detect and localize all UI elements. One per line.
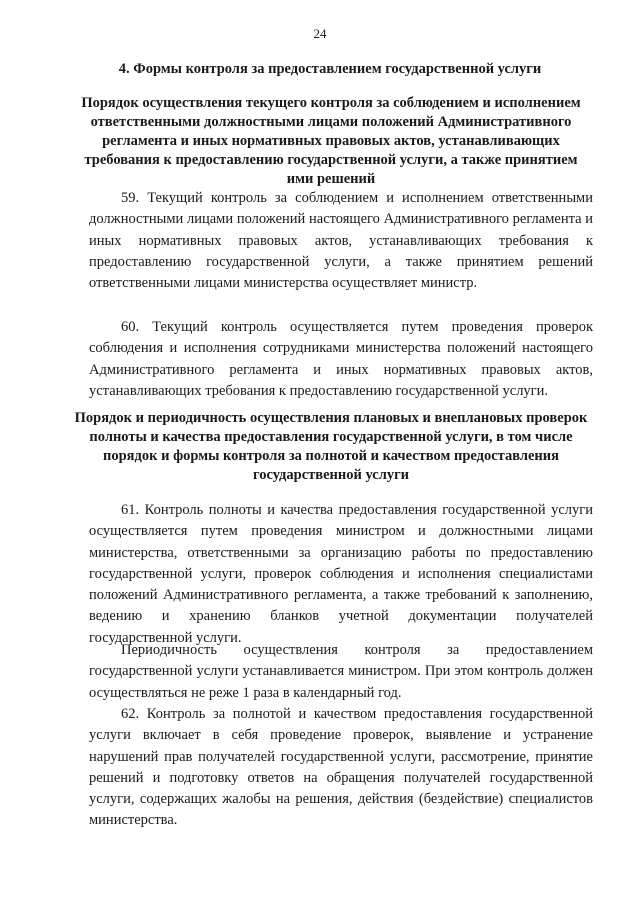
section-title: 4. Формы контроля за предоставлением государственной услуги <box>118 61 542 77</box>
paragraph-59: 59. Текущий контроль за соблюдением и исполнением ответственными должностными лицами положений настоящего Административного регламента и иных нормативных правовых актов, устанавливающих требования к предоставлению государственной услуги, а также принятием решений ответственными лицами министерства осуществляет министр. <box>89 190 593 292</box>
page-number: 24 <box>313 26 327 41</box>
paragraph-61: 61. Контроль полноты и качества предоставления государственной услуги осуществляется путем проведения министром и должностными лицами министерства, ответственными за организацию работы по предоставлению государственной услуги, проверок соблюдения и исполнения специалистами положений Административного регламента, а также требований к заполнению, ведению и хранению бланков учетной документации получателей государственной услуги. <box>89 502 593 646</box>
paragraph-62: 62. Контроль за полнотой и качеством предоставления государственной услуги включает в себя проведение проверок, выявление и устранение нарушений прав получателей государственной услуги, рассмотрение, принятие решений и подготовку ответов на обращения получателей государственной услуги, содержащих жалобы на решения, действия (бездействие) специалистов министерства. <box>89 706 593 829</box>
paragraph-60: 60. Текущий контроль осуществляется путем проведения проверок соблюдения и исполнения сотрудниками министерства положений настоящего Административного регламента и иных нормативных правовых актов, устанавливающих требования к предоставлению государственной услуги. <box>89 319 593 399</box>
subsection-title-current-control: Порядок осуществления текущего контроля за соблюдением и исполнением ответственными должностными лицами положений Административного регламента и иных нормативных правовых актов, устанавливающих требования к предоставлению государственной услуги, а также принятием ими решений <box>81 95 581 187</box>
paragraph-periodicity: Периодичность осуществления контроля за предоставлением государственной услуги устанавливается министром. При этом контроль должен осуществляться не реже 1 раза в календарный год. <box>89 642 593 701</box>
subsection-title-inspections: Порядок и периодичность осуществления плановых и внеплановых проверок полноты и качества предоставления государственной услуги, в том числе порядок и формы контроля за полнотой и качеством предоставления государственной услуги <box>74 410 588 483</box>
